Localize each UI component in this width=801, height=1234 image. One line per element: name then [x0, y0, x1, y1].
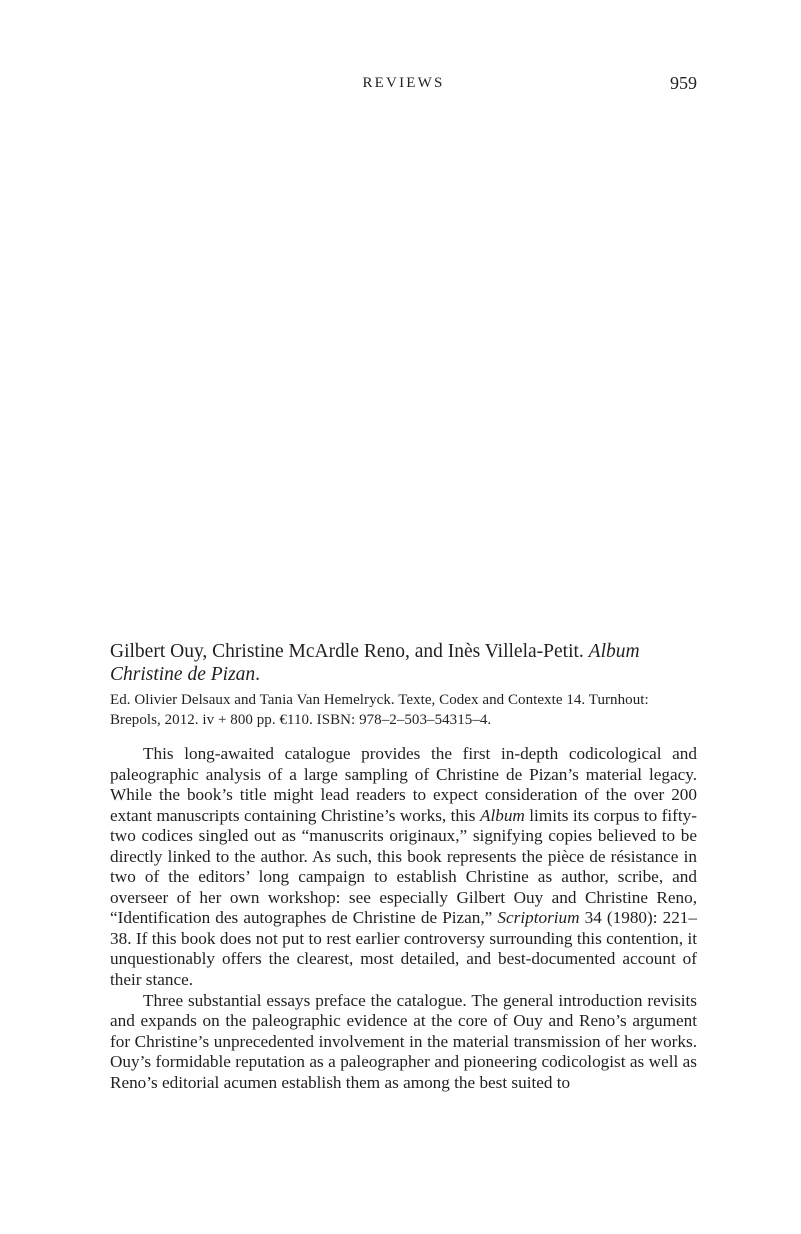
- review-paragraph-2: Three substantial essays preface the catalogue. The general introduction revisits and expands on the paleographic evidence at the core of Ouy and Reno’s argument for Christine’s unprecedented involvement in the material transmission of her works. Ouy’s formidable reputation as a paleographer and pioneering codicologist as well as Reno’s editorial acumen establish them as among the best suited to: [110, 990, 697, 1092]
- running-title: REVIEWS: [362, 75, 445, 91]
- review-paragraph-1: [110, 744, 697, 991]
- book-title-end: .: [255, 664, 261, 685]
- italic-scriptorium: Scriptorium: [497, 908, 580, 928]
- running-head: [110, 73, 697, 95]
- paragraph-1-text-a: This long-awaited catalogue provides the first in-depth codicological and paleographic analysis of a large sampling of Christine de Pizan’s material legacy. While the book’s title might lead readers to expect consideration of the over 200 extant manuscripts containing Christine’s works, this: [110, 744, 697, 825]
- book-citation: [110, 640, 697, 686]
- italic-album: Album: [479, 805, 525, 825]
- paragraph-1-text-c: 34 (1980): 221–38. If this book does not put to rest earlier controversy surrounding this contention, it unquestionably offers the clearest, most detailed, and best-documented account of their stance.: [110, 908, 697, 990]
- book-authors: Gilbert Ouy, Christine McArdle Reno, and Inès Villela-Petit.: [110, 641, 584, 662]
- review-body: [110, 744, 697, 1093]
- paragraph-1-text-b: limits its corpus to fifty-two codices singled out as “manuscrits originaux,” signifying copies believed to be directly linked to the author. As such, this book represents the pièce de résistance in two of the editors’ long campaign to establish Christine as author, scribe, and overseer of her own workshop: see especially Gilbert Ouy and Christine Reno, “Identification des autographes de Christine de Pizan,”: [110, 805, 697, 928]
- book-title: Album Christine de Pizan: [110, 641, 640, 685]
- publication-info: Ed. Olivier Delsaux and Tania Van Hemelryck. Texte, Codex and Contexte 14. Turnhout: Brepols, 2012. iv + 800 pp. €110. ISBN: 978–2–503–54315–4.: [110, 692, 649, 728]
- page-number: 959: [670, 73, 697, 93]
- review-entry: [110, 640, 697, 1093]
